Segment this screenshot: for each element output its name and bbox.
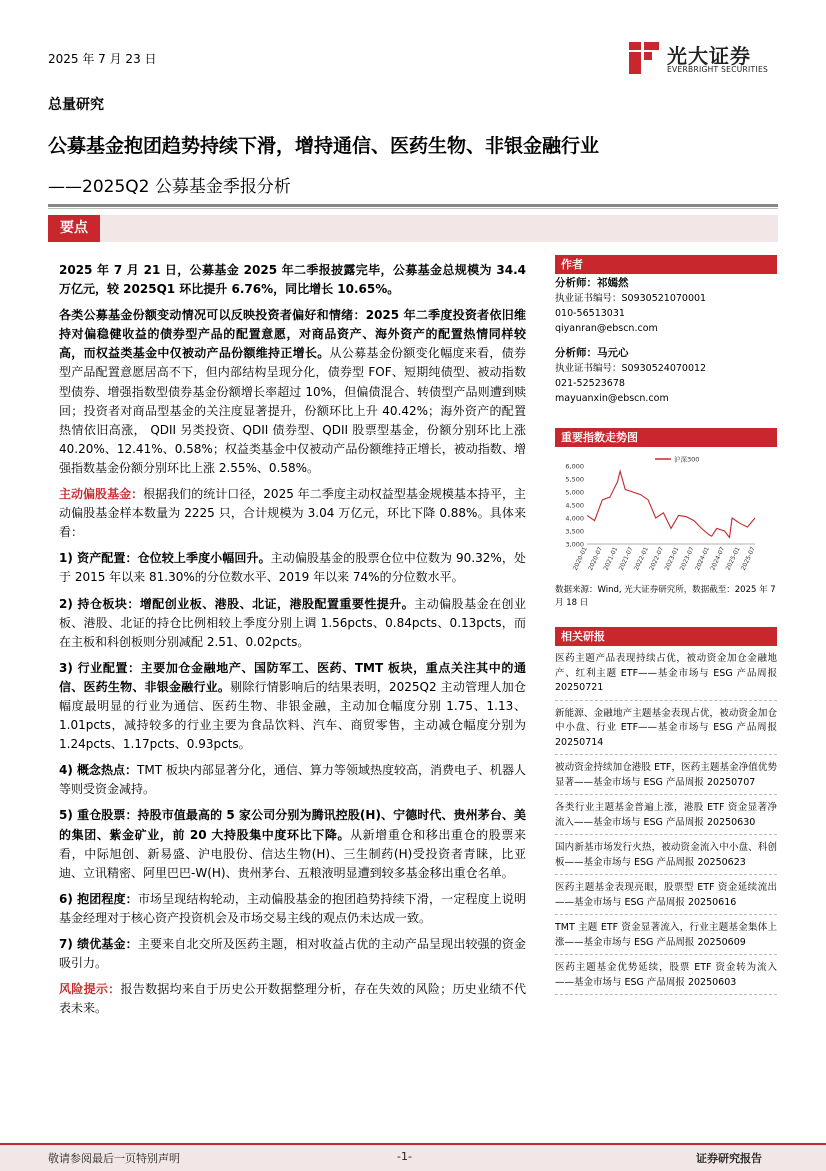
series-line-hs300 [587,471,755,537]
heavy-stocks-text: 从新增重仓和移出重仓的股票来看，中际旭创、新易盛、沪电股份、信达生物(H)、三生制药(H)受投资者青睐，比亚迪、立讯精密、阿里巴巴-W(H)、贵州茅台、五粮液明显遭到较多基金移出重仓名单。 [59,827,526,880]
chart-head: 重要指数走势图 [555,428,777,447]
related-list [555,652,777,995]
related-research-panel [555,627,777,995]
related-report-item[interactable]: 新能源、金融地产主题基金表现占优，被动资金加仓中小盘、行业 ETF——基金市场与 ESG 产品周报 20250714 [555,707,777,756]
concept-hotspot-text: TMT 板块内部显著分化，通信、算力等领域热度较高，消费电子、机器人等则受资金减持。 [59,763,526,797]
risk-paragraph [59,980,526,1018]
keypoints-label: 要点 [48,215,100,242]
holdings-board-text: 主动偏股基金在创业板、港股、北证的持仓比例相较上季度分别上调 1.56pcts、0.84pcts、0.13pcts，而在主板和科创板则分别减配 2.51、0.02pcts。 [59,596,526,649]
everbright-logo [627,38,777,78]
legend-label: 沪深300 [674,455,700,464]
report-category: 总量研究 [48,97,104,113]
y-tick-label: 4,000 [565,514,584,523]
logo-text-cn: 光大证券 [667,44,751,68]
report-title: 公募基金抱团趋势持续下滑，增持通信、医药生物、非银金融行业 [48,135,600,157]
x-tick-label: 2025-07 [739,545,757,572]
active-equity-label: 主动偏股基金： [59,487,144,502]
x-tick-label: 2024-01 [694,545,711,572]
crowding-paragraph [59,890,526,928]
y-tick-label: 4,500 [565,501,584,510]
analyst-1-email: qiyanran@ebscn.com [555,323,658,334]
report-date: 2025 年 7 月 23 日 [48,52,157,66]
analyst-2-phone: 021-52523678 [555,378,625,389]
x-tick-label: 2025-01 [724,545,742,572]
top-funds-paragraph [59,935,526,973]
summary-paragraph: 2025 年 7 月 21 日，公募基金 2025 年二季报披露完毕，公募基金总规模为 34.4 万亿元，较 2025Q1 环比提升 6.76%，同比增长 10.65%。 [59,263,526,297]
active-equity-text: 根据我们的统计口径，2025 年二季度主动权益型基金规模基本持平，主动偏股基金样本数量为 2225 只，合计规模为 3.04 万亿元，环比下降 0.88%。具体来看： [59,487,526,540]
index-chart-svg [555,452,777,582]
asset-allocation-text: 主动偏股基金的股票仓位中位数为 90.32%，处于 2015 年以来 81.30%的分位数水平、2019 年以来 74%的分位数水平。 [59,551,526,585]
analyst-1-name: 分析师：祁嫣然 [555,277,629,289]
fund-share-text: 从公募基金份额变化幅度来看，债券型产品配置意愿居高不下，但内部结构呈现分化，债券型 FOF、短期纯债型、被动指数型债券、增强指数型债券基金份额增长率超过 10%，但偏债混合、转债型产品则遭到赎回；投资者对商品型基金的关注度显著提升，份额环比上升 40.42%；海外资产的配置热情依旧高涨， QDII 另类投资、QDII 债券型、QDII 股票型基金，份额分别环比上涨 40.20%、12.41%、0.58%；权益类基金中仅被动产品份额维持正增长，被动指数、增强指数基金份额分别环比上涨 2.55%、0.58%。 [59,346,526,475]
heavy-stocks-paragraph [59,806,526,882]
fund-share-bold: 各类公募基金份额变动情况可以反映投资者偏好和情绪：2025 年二季度投资者依旧维持对偏稳健收益的债券型产品的配置意愿，对商品资产、海外资产的配置热情同样较高，而权益类基金中仅被动产品份额维持正增长。 [59,308,526,361]
related-head: 相关研报 [555,627,777,646]
logo-mark-icon [627,38,661,78]
analyst-2-name: 分析师：马元心 [555,347,629,359]
asset-allocation-bold: 1) 资产配置：仓位较上季度小幅回升。 [59,551,271,566]
concept-hotspot-bold: 4) 概念热点： [59,763,138,778]
holdings-board-paragraph [59,595,526,652]
chart-panel [555,428,777,447]
x-tick-label: 2024-07 [709,545,727,572]
related-report-item[interactable]: 被动资金持续加仓港股 ETF，医药主题基金净值优势显著——基金市场与 ESG 产品周报 20250707 [555,761,777,795]
risk-label: 风险提示： [59,982,121,997]
x-tick-label: 2021-01 [602,545,620,572]
fund-share-paragraph [59,306,526,478]
holdings-board-bold: 2) 持仓板块：增配创业板、港股、北证，港股配置重要性提升。 [59,596,415,611]
industry-allocation-text: 剔除行情影响后的结果表明，2025Q2 主动管理人加仓幅度最明显的行业为通信、医药生物、非银金融，主动加仓幅度分别 1.75、1.13、1.01pcts，减持较多的行业主要为食品饮料、汽车、商贸零售，主动减仓幅度分别为 1.24pcts、1.17pcts、0.93pcts。 [59,679,526,752]
industry-allocation-bold: 3) 行业配置：主要加仓金融地产、国防军工、医药、TMT 板块，重点关注其中的通信、医药生物、非银金融行业。 [59,660,526,694]
header-divider [48,204,778,207]
keypoints-band [48,215,778,242]
x-tick-label: 2023-01 [663,545,681,572]
chart-source: 数据来源：Wind, 光大证券研究所，数据截至：2025 年 7 月 18 日 [555,585,776,608]
analyst-2-cert: 执业证书编号：S0930524070012 [555,363,707,374]
related-report-item[interactable]: 医药主题基金优势延续，股票 ETF 资金转为流入——基金市场与 ESG 产品周报 20250603 [555,961,777,995]
crowding-bold: 6) 抱团程度： [59,891,138,906]
page-number: -1- [397,1150,412,1163]
main-body [59,261,526,1025]
y-tick-label: 6,000 [565,462,584,471]
related-report-item[interactable]: 医药主题产品表现持续占优，被动资金加仓金融地产、红利主题 ETF——基金市场与 ESG 产品周报 20250721 [555,652,777,701]
asset-allocation-paragraph [59,549,526,587]
risk-text: 报告数据均来自于历史公开数据整理分析，存在失效的风险；历史业绩不代表未来。 [59,982,526,1016]
industry-allocation-paragraph [59,659,526,754]
authors-panel [555,255,777,406]
top-funds-text: 主要来自北交所及医药主题，相对收益占优的主动产品呈现出较强的资金吸引力。 [59,937,526,971]
related-report-item[interactable]: 医药主题基金表现亮眼，股票型 ETF 资金延续流出——基金市场与 ESG 产品周报 20250616 [555,881,777,915]
footer-disclaimer: 敬请参阅最后一页特别声明 [48,1152,180,1165]
x-tick-label: 2023-07 [678,545,696,572]
heavy-stocks-bold: 5) 重仓股票：持股市值最高的 5 家公司分别为腾讯控股(H)、宁德时代、贵州茅台、美的集团、紫金矿业，前 20 大持股集中度环比下降。 [59,808,526,842]
analyst-1-cert: 执业证书编号：S0930521070001 [555,293,707,304]
concept-hotspot-paragraph [59,761,526,799]
related-report-item[interactable]: 各类行业主题基金普遍上涨，港股 ETF 资金显著净流入——基金市场与 ESG 产品周报 20250630 [555,801,777,835]
header-divider-thin [48,208,778,209]
x-tick-label: 2020-07 [587,545,605,572]
related-report-item[interactable]: TMT 主题 ETF 资金显著流入，行业主题基金集体上涨——基金市场与 ESG 产品周报 20250609 [555,921,777,955]
x-tick-label: 2020-01 [571,545,589,572]
top-funds-bold: 7) 绩优基金： [59,937,138,951]
x-tick-label: 2022-01 [632,545,650,572]
crowding-text: 市场呈现结构轮动，主动偏股基金的抱团趋势持续下滑，一定程度上说明基金经理对于核心资产投资机会及市场交易主线的观点仍未达成一致。 [59,891,526,925]
related-report-item[interactable]: 国内新基市场发行火热，被动资金流入中小盘、科创板——基金市场与 ESG 产品周报 20250623 [555,841,777,875]
authors-head: 作者 [555,255,777,274]
analyst-2-email: mayuanxin@ebscn.com [555,393,669,404]
y-tick-label: 3,000 [565,540,584,549]
report-subtitle: ——2025Q2 公募基金季报分析 [48,177,291,197]
y-tick-label: 5,500 [565,475,584,484]
x-tick-label: 2022-07 [648,545,666,572]
x-tick-label: 2021-07 [617,545,635,572]
analyst-1-phone: 010-56513031 [555,308,625,319]
y-tick-label: 3,500 [565,527,584,536]
active-equity-paragraph [59,485,526,542]
footer-report-type: 证券研究报告 [696,1152,762,1165]
logo-text-en: EVERBRIGHT SECURITIES [667,65,769,74]
y-tick-label: 5,000 [565,488,584,497]
footer [0,1143,826,1171]
